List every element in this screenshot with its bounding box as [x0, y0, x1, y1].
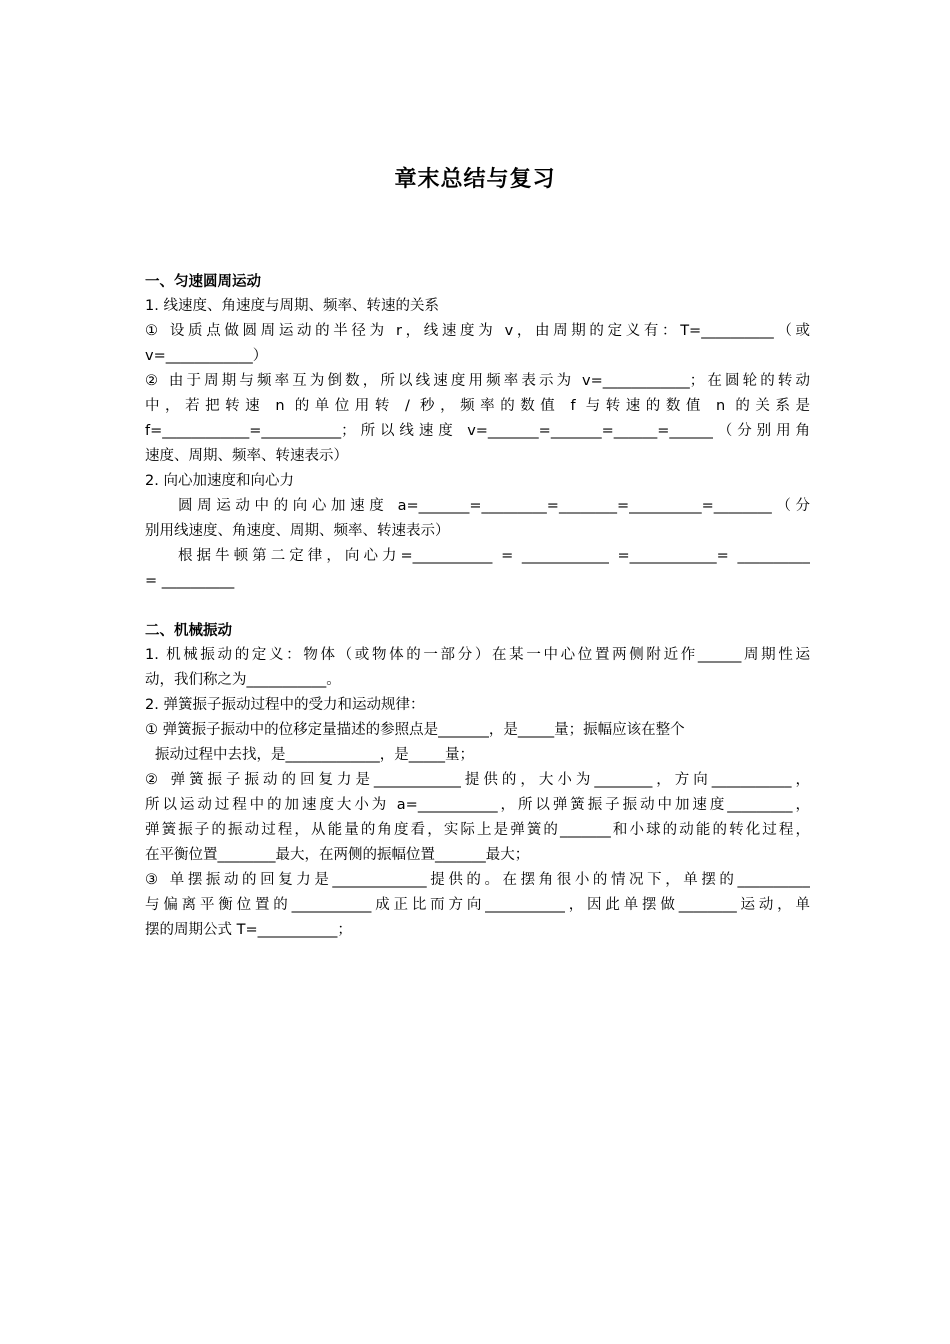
text-line: 1. 机械振动的定义：物体（或物体的一部分）在某一中心位置两侧附近作______周期性运: [145, 647, 810, 663]
text-line: ② 由于周期与频率互为倒数，所以线速度用频率表示为 v=____________；在圆轮的转动: [145, 373, 810, 389]
text-line: 中，若把转速 n 的单位用转 / 秒，频率的数值 f 与转速的数值 n 的关系是: [145, 398, 810, 414]
text-line: 别用线速度、角速度、周期、频率、转速表示）: [145, 523, 450, 539]
text-line: 摆的周期公式 T=___________；: [145, 922, 352, 938]
section-heading-mechanical-vibration: 二、机械振动: [145, 623, 232, 639]
text-line: v=____________）: [145, 348, 268, 364]
text-line: ① 设质点做圆周运动的半径为 r，线速度为 v，由周期的定义有：T=__________（或: [145, 323, 810, 339]
text-line: 根据牛顿第二定律，向心力=___________ = ____________ =____________= __________: [178, 548, 810, 564]
text-line: 1. 线速度、角速度与周期、频率、转速的关系: [145, 298, 439, 314]
text-line: ② 弹簧振子振动的回复力是____________提供的，大小为________，方向___________，: [145, 772, 810, 788]
text-line: 圆周运动中的向心加速度 a=_______=_________=________=__________=________（分: [178, 498, 810, 514]
text-line: 2. 弹簧振子振动过程中的受力和运动规律：: [145, 697, 425, 713]
text-line: ③ 单摆振动的回复力是_____________提供的。在摆角很小的情况下，单摆的__________: [145, 872, 810, 888]
page-title: 章末总结与复习: [394, 167, 556, 192]
text-line: 所以运动过程中的加速度大小为 a=___________，所以弹簧振子振动中加速度_________，: [145, 797, 810, 813]
section-heading-circular-motion: 一、匀速圆周运动: [145, 274, 261, 290]
text-line: 速度、周期、频率、转速表示）: [145, 448, 348, 464]
text-line: 在平衡位置________最大，在两侧的振幅位置_______最大；: [145, 847, 530, 863]
text-line: 动，我们称之为___________。: [145, 672, 341, 688]
text-line: 振动过程中去找，是_____________，是_____量；: [155, 747, 474, 763]
text-line: 弹簧振子的振动过程，从能量的角度看，实际上是弹簧的_______和小球的动能的转化过程，: [145, 822, 810, 838]
text-line: 2. 向心加速度和向心力: [145, 473, 294, 489]
text-line: ① 弹簧振子振动中的位移定量描述的参照点是_______，是_____量；振幅应该在整个: [145, 722, 685, 738]
text-line: f=____________=___________；所以线速度 v=_______=_______=______=______（分别用角: [145, 423, 810, 439]
text-line: = __________: [145, 573, 235, 589]
text-line: 与偏离平衡位置的___________成正比而方向___________，因此单摆做________运动，单: [145, 897, 810, 913]
